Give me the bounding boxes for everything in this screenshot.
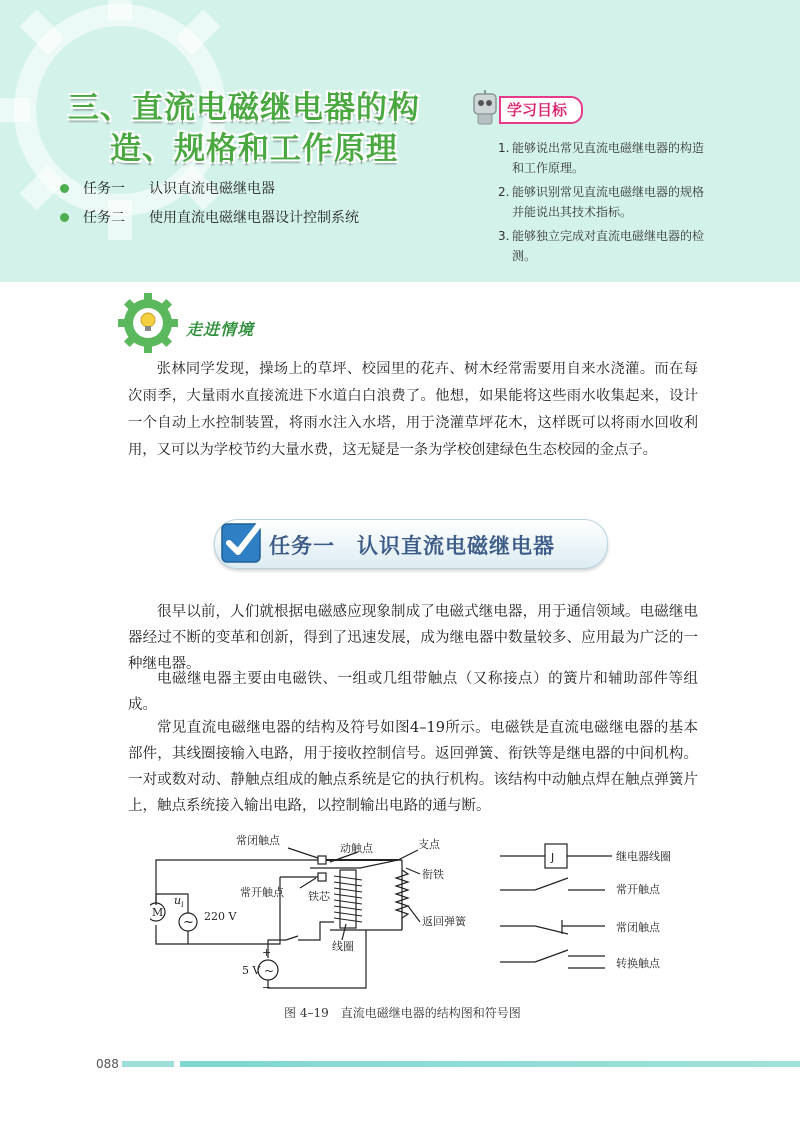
ac-voltage-label: 220 V	[204, 910, 237, 923]
task-text: 认识直流电磁继电器	[149, 181, 275, 197]
minus-label: −	[262, 981, 272, 994]
body-paragraph: 电磁继电器主要由电磁铁、一组或几组带触点（又称接点）的簧片和辅助部件等组成。	[128, 671, 698, 713]
motor-label: M	[152, 906, 164, 919]
goal-item: 1. 能够说出常见直流电磁继电器的构造和工作原理。	[498, 141, 705, 175]
task-number: 任务二	[83, 210, 125, 226]
chapter-header	[0, 0, 800, 282]
learning-goals-label: 学习目标	[499, 96, 583, 124]
task-number: 任务一	[83, 181, 125, 197]
footer-bar	[180, 1061, 800, 1067]
intro-section-label: 走进情境	[186, 320, 255, 339]
moving-contact-label: 动触点	[340, 842, 373, 855]
ac-tilde-label: ~	[183, 915, 194, 930]
pivot-label: 支点	[418, 838, 440, 851]
coil-label: 线圈	[332, 940, 354, 953]
dc-tilde-label: ~	[264, 964, 275, 978]
page-number: 088	[96, 1057, 119, 1071]
no-contact-label: 常开触点	[240, 886, 284, 899]
task-text: 使用直流电磁继电器设计控制系统	[149, 210, 359, 226]
bullet-icon	[60, 213, 69, 222]
input-voltage-label: $u_i$	[174, 894, 184, 909]
return-spring-label: 返回弹簧	[422, 915, 466, 928]
chapter-title	[68, 88, 420, 170]
goal-item: 2. 能够识别常见直流电磁继电器的规格并能说出其技术指标。	[498, 185, 705, 219]
nc-contact-label: 常闭触点	[236, 834, 280, 847]
task-item-2	[60, 207, 359, 227]
symbol-label-no: 常开触点	[616, 883, 660, 896]
symbol-label-nc: 常闭触点	[616, 921, 660, 934]
bullet-icon	[60, 184, 69, 193]
lightbulb-gear-icon	[118, 293, 182, 355]
symbol-label-changeover: 转换触点	[616, 957, 660, 970]
footer-bar-left	[122, 1061, 174, 1067]
task-item-1	[60, 178, 275, 198]
dc-voltage-label: 5 V	[242, 964, 261, 977]
symbol-label-coil: 继电器线圈	[616, 850, 671, 863]
relay-structure-diagram	[150, 830, 690, 1020]
plus-label: +	[262, 946, 272, 959]
body-paragraph: 很早以前，人们就根据电磁感应现象制成了电磁式继电器，用于通信领域。电磁继电器经过不断的变革和创新，得到了迅速发展，成为继电器中数量较多、应用最为广泛的一种继电器。	[128, 604, 698, 672]
learning-goals-list	[498, 138, 708, 270]
task-banner-title: 任务一 认识直流电磁继电器	[269, 534, 555, 558]
armature-label: 衔铁	[422, 868, 444, 881]
goal-item: 3. 能够独立完成对直流电磁继电器的检测。	[498, 229, 705, 263]
body-paragraph: 常见直流电磁继电器的结构及符号如图4–19所示。电磁铁是直流电磁继电器的基本部件，其线圈接输入电路，用于接收控制信号。返回弹簧、衔铁等是继电器的中间机构。一对或数对动、静触点组成的触点系统是它的执行机构。该结构中动触点焊在触点弹簧片上，触点系统接入输出电路，以控制输出电路的通与断。	[128, 720, 698, 814]
checkmark-icon	[219, 519, 265, 565]
intro-paragraph: 张林同学发现，操场上的草坪、校园里的花卉、树木经常需要用自来水浇灌。而在每次雨季，大量雨水直接流进下水道白白浪费了。他想，如果能将这些雨水收集起来，设计一个自动上水控制装置，将雨水注入水塔，用于浇灌草坪花木，这样既可以将雨水回收利用，又可以为学校节约大量水费，这无疑是一条为学校创建绿色生态校园的金点子。	[128, 361, 698, 458]
figure-caption: 图 4–19 直流电磁继电器的结构图和符号图	[284, 1006, 521, 1020]
chapter-title-line1: 三、直流电磁继电器的构	[68, 90, 420, 126]
relay-coil-glyph: J	[551, 851, 555, 864]
core-label: 铁芯	[308, 890, 330, 903]
chapter-title-line2: 造、规格和工作原理	[110, 131, 398, 167]
